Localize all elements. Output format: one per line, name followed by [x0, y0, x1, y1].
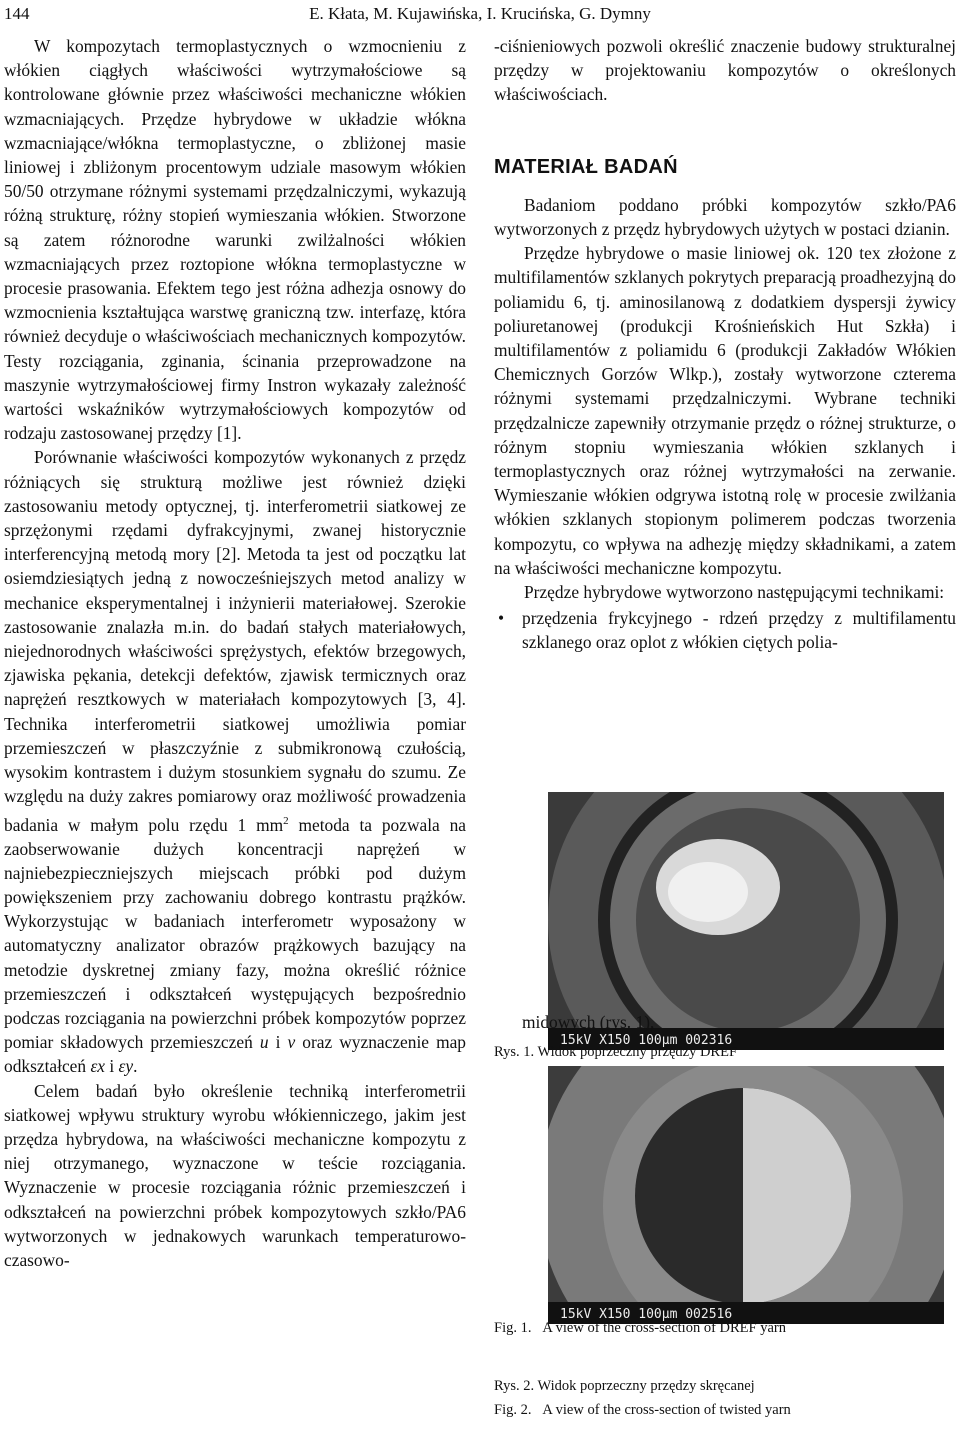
- list-item: • przędzenia frykcyjnego - rdzeń przędzy z multifilamentu szklanego oraz oplot z włókien ciętych polia-: [498, 608, 956, 653]
- figure-2-caption-pl: Rys. 2. Widok poprzeczny przędzy skręcanej: [494, 1378, 755, 1394]
- paragraph-method: Porównanie właściwości kompozytów wykonanych z przędz różniących się strukturą możliwe jest również dzięki zastosowaniu metody optycznej, tj. interferometrii siatkowej ze sprzężonymi rzędami dyfrakcyjnymi, zwanej historycznie interferencyjną metodą mory [2]. Metoda ta jest od początku lat osiemdziesiątych jedną z nowocześniejszych metod analizy w mechanice eksperymentalnej i inżynierii materiałowej. Szerokie zastosowanie znalazła m.in. do badań stałych materiałowych, niejednorodnych właściwości sprężystych, efektów brzegowych, zjawiska pękania, detekcji defektów, zjawisk termicznych oraz naprężeń resztkowych w materiałach kompozytowych [3, 4]. Technika interferometrii siatkowej umożliwia pomiar przemieszczeń w płaszczyźnie z submikronową czułością, wysokim kontrastem i dużym stosunkiem sygnału do szumu. Ze względu na duży zakres pomiarowy oraz możliwość prowadzenia badania w małym polu rzędu 1 $mm^2$ metoda ta pozwala na zaobserwowanie dużych koncentracji naprężeń w najniebezpieczniejszych miejscach próbki pod dużym powiększeniem przy zachowaniu dobrego kontrastu prążków. Wykorzystując w badaniach interferometr wyposażony w automatyczny analizator obrazów prążkowych bazujący na metodzie dyskretnej zmiany fazy, można określić różnice przemieszczeń i odkształceń występujących bezpośrednio podczas rozciągania na powierzchni próbek kompozytów poprzez pomiar składowych przemieszczeń u i v oraz wyznaczenie map odkształceń εx i εy.: [4, 447, 467, 1077]
- figure-1-caption-en: Fig. 1. A view of the cross-section of DREF yarn: [494, 1320, 786, 1336]
- right-column: [494, 34, 956, 655]
- page-number: 144: [4, 4, 30, 23]
- paragraph-yarns: Przędze hybrydowe o masie liniowej ok. 120 tex złożone z multifilamentów szklanych pokrytych preparacją proadhezyjną do poliamidu 6, tj. aminosilanową z dodatkiem dyspersji żywicy poliuretanowej (produkcji Krośnieńskich Hut Szkła) i multifilamentów z poliamidu 6 (produkcji Zakładów Włókien Chemicznych Gorzów Wlkp.), zostały wytworzone czterema różnymi systemami przędzalniczymi. Wybrane techniki przędzalnicze zapewniły otrzymanie przędz o różnej strukturze, o różnym stopniu wymieszania włókien szklanych i termoplastycznych oraz różnej wytrzymałości na zerwanie. Wymieszanie włókien odgrywa istotną rolę w procesie zwilżania włókien szklanych stopionym polimerem podczas tworzenia kompozytu, co wpływa na adhezję między składnikami, a zatem na właściwości mechaniczne kompozytu.: [494, 243, 956, 578]
- figure-2-caption-en: Fig. 2. A view of the cross-section of twisted yarn: [494, 1402, 791, 1418]
- paragraph-intro: W kompozytach termoplastycznych o wzmocnieniu z włókien ciągłych właściwości wytrzymałościowe są kontrolowane głównie przez właściwości mechaniczne włókien wzmacniających. Przędze hybrydowe w układzie włókna wzmacniające/włókna termoplastyczne, o zbliżonej masie liniowej i zbliżonym procentowym udziale masowym włókien 50/50 otrzymane różnymi systemami przędzalniczymi, wykazują różną strukturę, różny stopień wymieszania włókien. Stworzone są zatem różnorodne warunki zwilżalności włókien wzmacniających przez roztopione włókna termoplastyczne w procesie prasowania. Efektem tego jest różna adhezja osnowy do wzmocnienia kształtująca warstwę graniczną tzw. interfazę, która również decyduje o właściwościach mechanicznych kompozytów. Testy rozciągania, zginania, ścinania przeprowadzone na maszynie wytrzymałościowej firmy Instron wykazały zależność wartości wskaźników wytrzymałościowych kompozytów od rodzaju zastosowanej przędzy [1].: [4, 36, 466, 444]
- figure-2-image: [548, 1066, 944, 1324]
- technique-list: [494, 606, 956, 654]
- figure-1-caption-pl: Rys. 1. Widok poprzeczny przędzy DREF: [494, 1044, 738, 1060]
- bullet-icon: •: [498, 608, 505, 629]
- epsilon-y: εy: [118, 1056, 134, 1077]
- paragraph-aim: Celem badań było określenie techniką interferometrii siatkowej wpływu struktury wyrobu włókienniczego, jakim jest przędza hybrydowa, na właściwości mechaniczne kompozytu z niej otrzymanego, wyznaczone w teście rozciągania. Wyznaczenie w procesie rozciągania różnic przemieszczeń i odkształceń na powierzchni próbek kompozytowych szkło/PA6 wytworzonych w jednakowych warunkach temperaturowo-czasowo-: [4, 1080, 466, 1270]
- paragraph-continued: -ciśnieniowych pozwoli określić znaczenie budowy strukturalnej przędzy w projektowaniu kompozytów o określonych właściwościach.: [494, 36, 956, 105]
- section-heading: MATERIAŁ BADAŃ: [494, 155, 678, 178]
- epsilon-x: εx: [90, 1056, 106, 1077]
- running-title: E. Kłata, M. Kujawińska, I. Krucińska, G. Dymny: [309, 4, 651, 23]
- svg-text:15kV X150 100µm 002516: 15kV X150 100µm 002516: [560, 1307, 733, 1322]
- paragraph-samples: Badaniom poddano próbki kompozytów szkło/PA6 wytworzonych z przędz hybrydowych użytych w postaci dzianin.: [494, 194, 956, 240]
- bullet-continuation: midowych (rys. 1),: [522, 1012, 655, 1032]
- paragraph-techniques: Przędze hybrydowe wytworzono następującymi technikami:: [524, 582, 945, 603]
- page-header: [4, 4, 956, 26]
- left-column: [4, 34, 466, 1272]
- svg-text:15kV X150 100µm 002316: 15kV X150 100µm 002316: [560, 1033, 733, 1048]
